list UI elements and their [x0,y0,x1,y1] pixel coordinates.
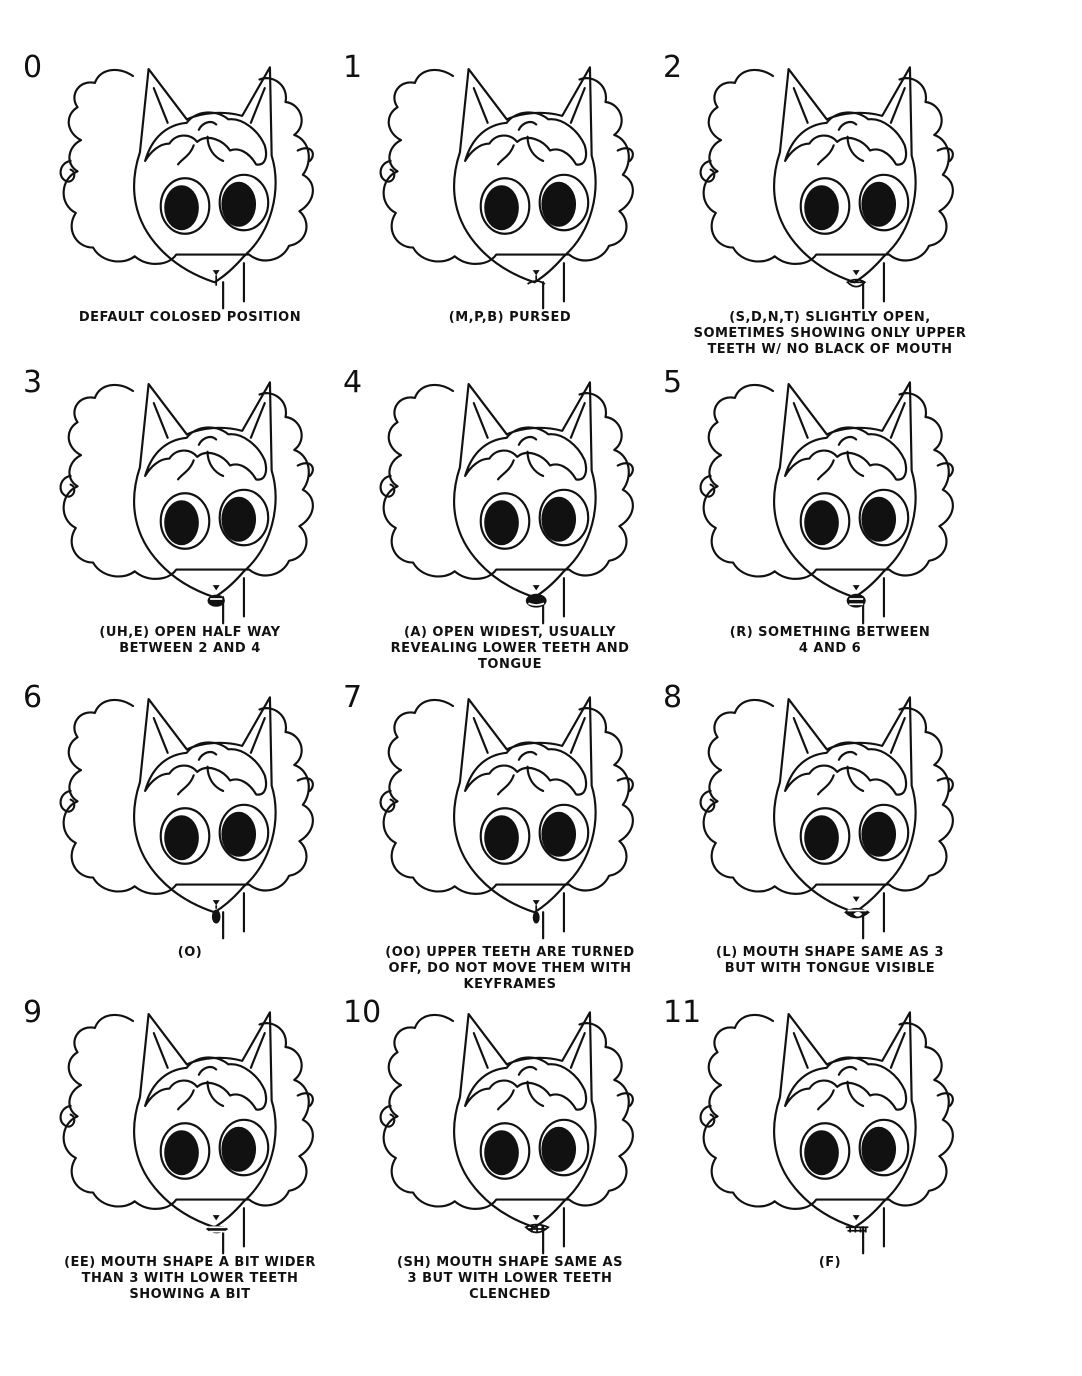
cell-number: 10 [343,995,382,1030]
cell-number: 2 [663,50,683,85]
bangs [145,113,266,165]
cell-caption [685,945,975,977]
head-outline [134,382,276,597]
bangs [785,113,906,165]
mouth-cell-4 [335,365,675,695]
neck [543,893,564,938]
mouth-shape [846,1215,869,1232]
caption-line: (R) SOMETHING BETWEEN [729,625,931,640]
head-outline [134,697,276,912]
mouth-cell-5 [655,365,995,695]
head-outline [134,1012,276,1227]
mouth-shape [206,1215,229,1233]
caption-line: (A) OPEN WIDEST, USUALLY [403,625,617,640]
neck [223,893,244,938]
head-outline [454,67,596,282]
head-outline [774,67,916,282]
mouth-cell-8 [655,680,995,1010]
cell-number: 7 [343,680,363,715]
caption-line: KEYFRAMES [463,977,557,992]
neck [223,578,244,623]
cell-number: 8 [663,680,683,715]
bangs [465,428,586,480]
caption-line: (F) [818,1255,842,1270]
cell-caption [45,1255,335,1303]
head-outline [134,67,276,282]
mouth-cell-9 [15,995,355,1325]
caption-line: 3 BUT WITH LOWER TEETH [407,1271,613,1286]
bangs [145,1058,266,1110]
caption-line: REVEALING LOWER TEETH AND [390,641,630,656]
mouth-shape [213,270,220,286]
caption-line: TONGUE [478,657,542,672]
caption-line: DEFAULT COLOSED POSITION [78,310,302,325]
neck [863,263,884,308]
mouth-cell-7 [335,680,675,1010]
head-outline [774,697,916,912]
cell-number: 11 [663,995,702,1030]
neck [863,578,884,623]
neck [223,1208,244,1253]
caption-line: (EE) MOUTH SHAPE A BIT WIDER [64,1255,316,1270]
caption-line: 4 AND 6 [798,641,862,656]
cell-caption [45,625,335,657]
bangs [145,428,266,480]
caption-line: (O) [177,945,203,960]
neck [543,263,564,308]
bangs [145,743,266,795]
head-outline [774,1012,916,1227]
bangs [465,1058,586,1110]
cell-number: 4 [343,365,363,400]
mouth-shape [848,270,865,286]
mouth-shape [212,900,221,923]
cell-caption [365,1255,655,1303]
bangs [785,428,906,480]
mouth-cell-10 [335,995,675,1325]
cell-caption [45,310,335,326]
neck [223,263,244,308]
cell-caption [685,310,975,358]
cell-number: 6 [23,680,43,715]
mouth-cell-2 [655,50,995,380]
cell-number: 1 [343,50,363,85]
caption-line: THAN 3 WITH LOWER TEETH [81,1271,299,1286]
mouth-cell-0 [15,50,355,380]
cell-caption [685,1255,975,1271]
cell-number: 9 [23,995,43,1030]
mouth-cell-3 [15,365,355,695]
cell-caption [365,310,655,326]
caption-line: (SH) MOUTH SHAPE SAME AS [397,1255,623,1270]
bangs [785,1058,906,1110]
cell-caption [45,945,335,961]
bangs [785,743,906,795]
cell-number: 0 [23,50,43,85]
caption-line: (UH,E) OPEN HALF WAY [99,625,281,640]
bangs [465,113,586,165]
neck [863,893,884,938]
caption-line: BETWEEN 2 AND 4 [119,641,261,656]
caption-line: BUT WITH TONGUE VISIBLE [724,961,936,976]
caption-line: TEETH W/ NO BLACK OF MOUTH [707,342,953,357]
caption-line: (L) MOUTH SHAPE SAME AS 3 [715,945,944,960]
mouth-cell-1 [335,50,675,380]
caption-line: (S,D,N,T) SLIGHTLY OPEN, [729,310,931,325]
head-outline [454,1012,596,1227]
mouth-cell-11 [655,995,995,1325]
mouth-shape [526,585,547,608]
caption-line: (M,P,B) PURSED [448,310,572,325]
caption-line: (OO) UPPER TEETH ARE TURNED [385,945,635,960]
caption-line: OFF, DO NOT MOVE THEM WITH [388,961,632,976]
mouth-shape [847,585,866,608]
cell-number: 3 [23,365,43,400]
cell-caption [365,945,655,993]
mouth-shape [844,897,870,919]
caption-line: SOMETIMES SHOWING ONLY UPPER [693,326,967,341]
head-outline [454,382,596,597]
neck [543,1208,564,1253]
cell-caption [685,625,975,657]
cell-number: 5 [663,365,683,400]
caption-line: CLENCHED [469,1287,551,1302]
cell-caption [365,625,655,673]
head-outline [774,382,916,597]
mouth-shape [526,1215,549,1232]
caption-line: SHOWING A BIT [129,1287,251,1302]
mouth-cell-6 [15,680,355,1010]
bangs [465,743,586,795]
head-outline [454,697,596,912]
